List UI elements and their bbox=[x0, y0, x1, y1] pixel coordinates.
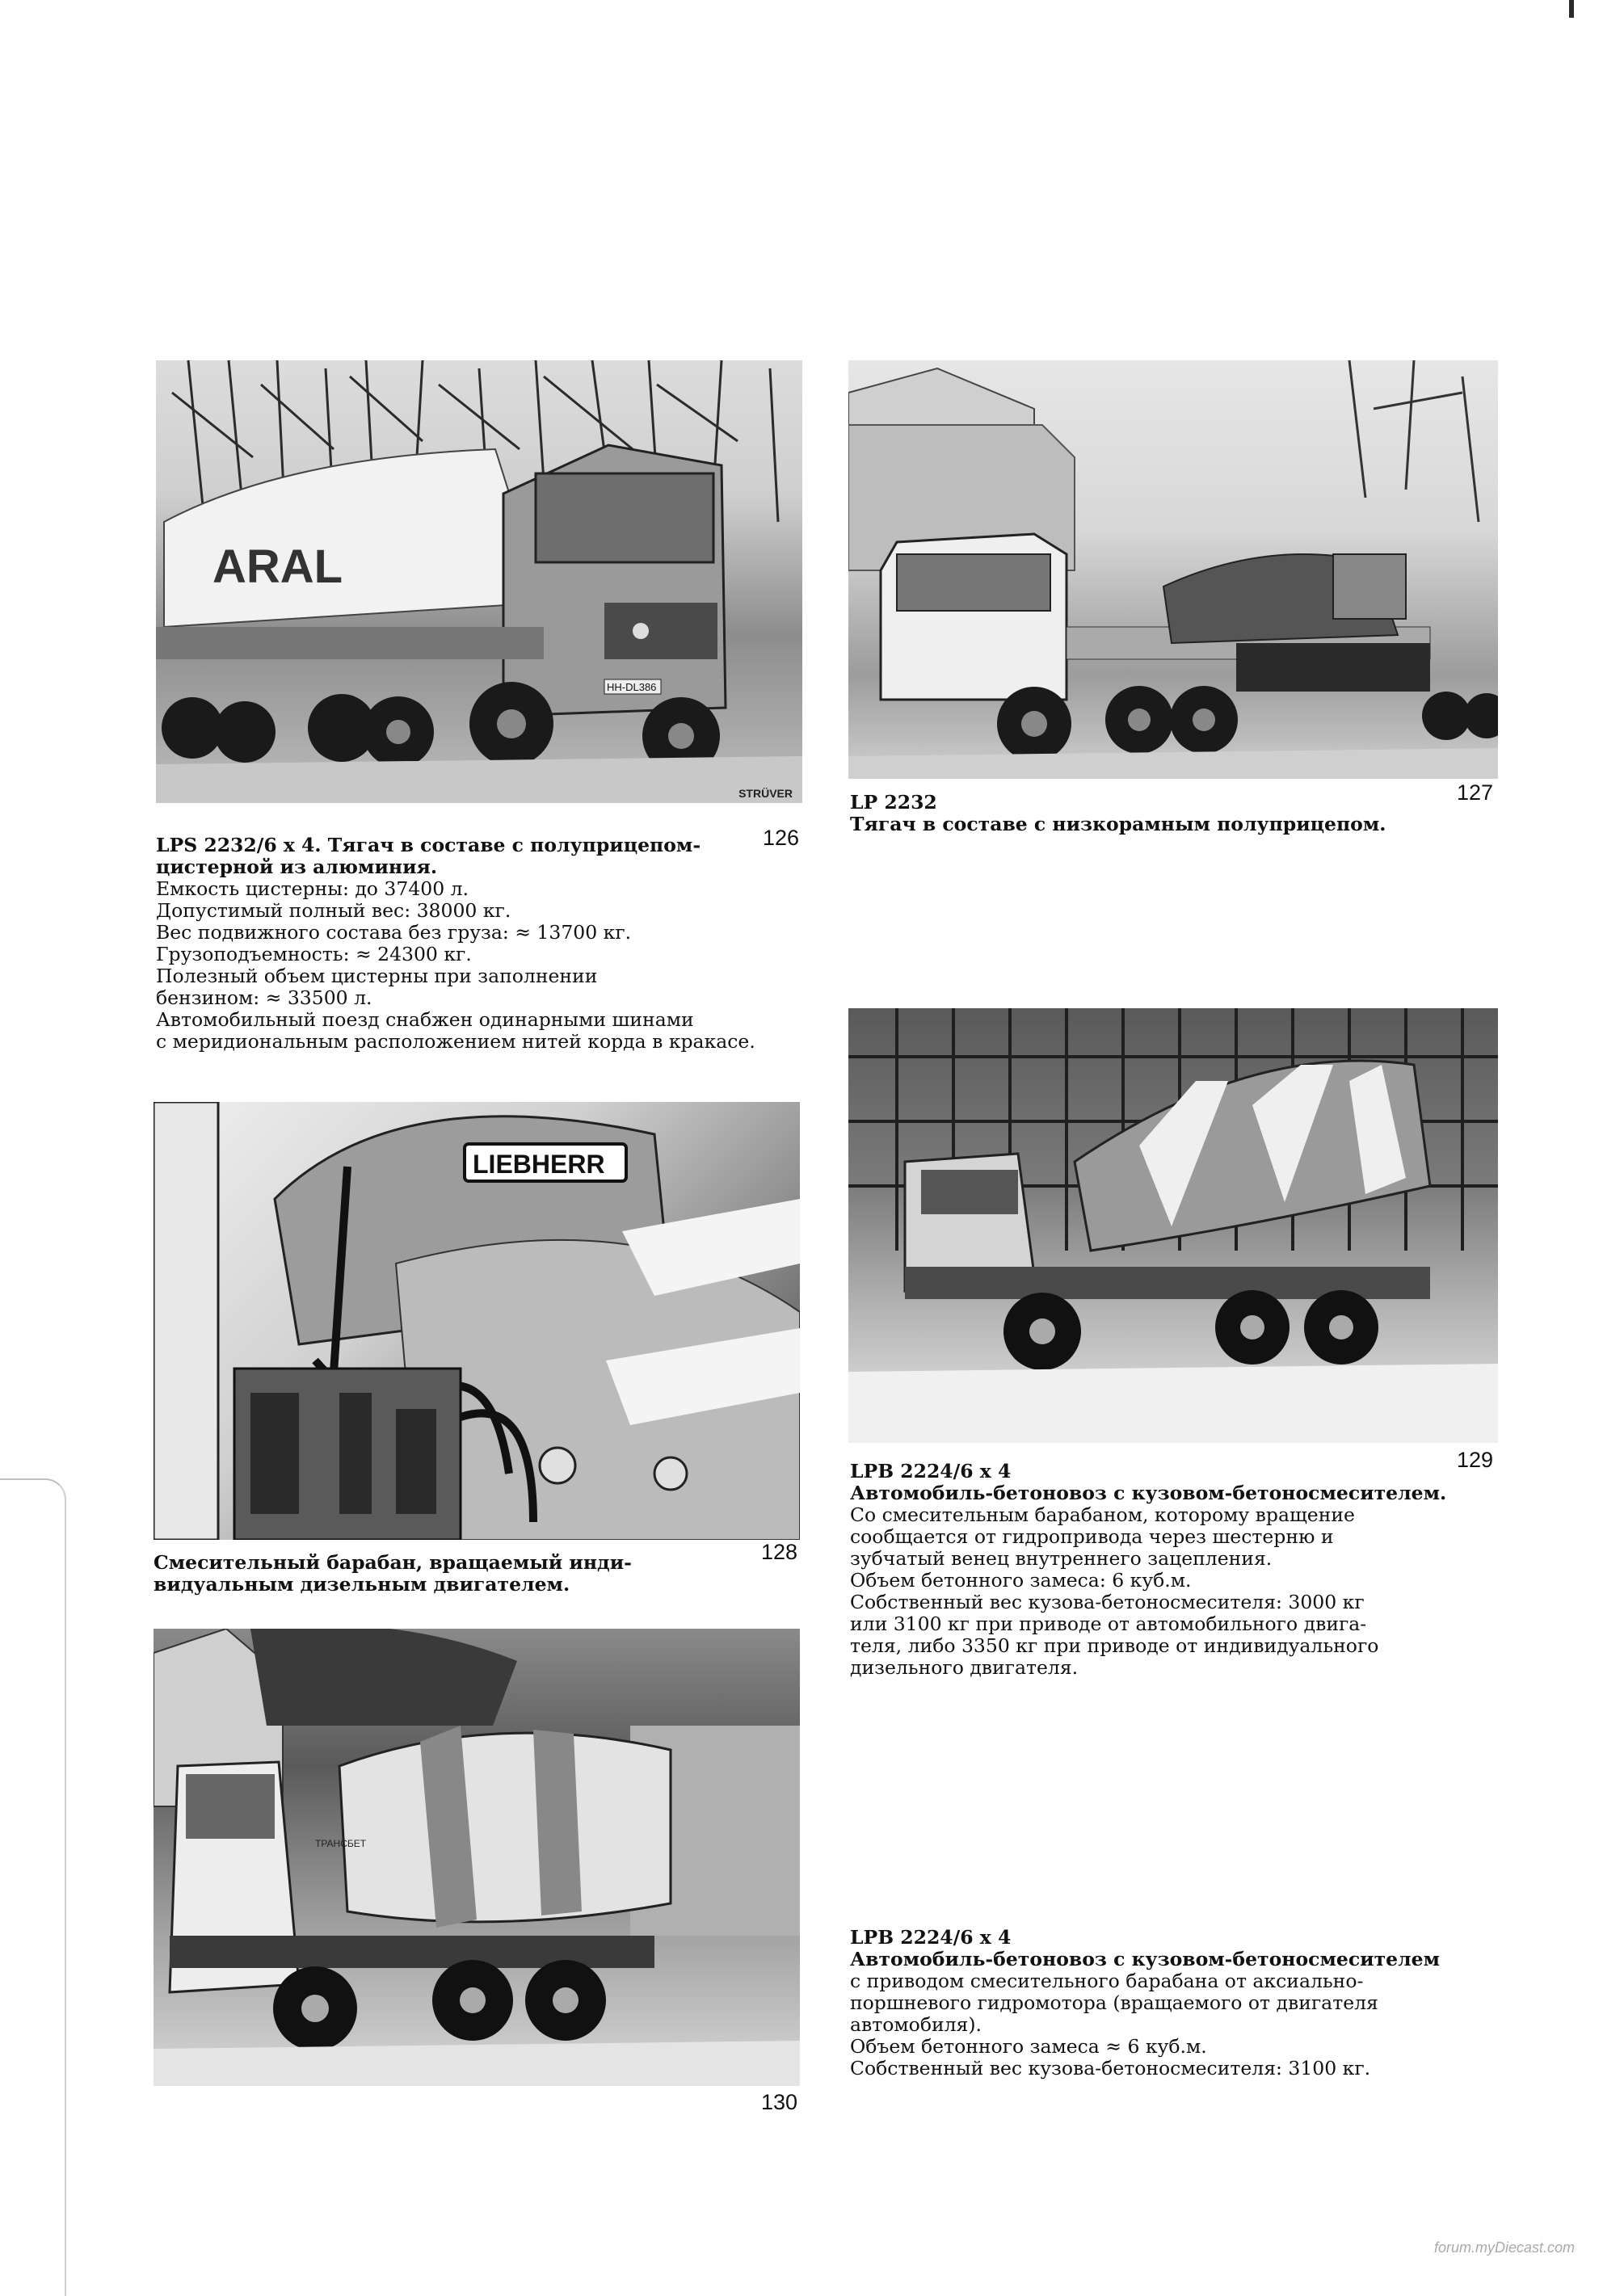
photo-128-illustration bbox=[154, 1102, 800, 1540]
caption-130-line: с приводом смесительного барабана от аксиально- bbox=[850, 1970, 1364, 1992]
door-text: ТРАНСБЕТ bbox=[315, 1838, 367, 1849]
caption-127-title-1: LP 2232 bbox=[850, 791, 937, 814]
figure-number-126: 126 bbox=[763, 826, 800, 850]
binder-edge bbox=[0, 1478, 66, 2296]
caption-128 bbox=[154, 1552, 759, 1596]
caption-130 bbox=[850, 1927, 1496, 2079]
liebherr-brand-text: LIEBHERR bbox=[473, 1150, 605, 1179]
caption-129-line: Собственный вес кузова-бетоносмесителя: 3000 кг bbox=[850, 1591, 1365, 1613]
caption-129-line: дизельного двигателя. bbox=[850, 1656, 1079, 1679]
figure-number-127: 127 bbox=[1457, 780, 1494, 805]
photo-127-lowbed-tractor bbox=[848, 360, 1498, 779]
photo-credit-struver: STRÜVER bbox=[738, 787, 793, 800]
tank-brand-text: ARAL bbox=[212, 540, 343, 593]
caption-129 bbox=[850, 1461, 1496, 1679]
caption-130-title-1: LPB 2224/6 x 4 bbox=[850, 1926, 1012, 1949]
caption-126-line: Грузоподъемность: ≈ 24300 кг. bbox=[156, 943, 472, 965]
photo-127-illustration bbox=[848, 360, 1498, 779]
caption-127-title-2: Тягач в составе с низкорамным полуприцепом. bbox=[850, 813, 1386, 835]
caption-129-line: зубчатый венец внутреннего зацепления. bbox=[850, 1547, 1273, 1570]
caption-126-title-2: цистерной из алюминия. bbox=[156, 856, 438, 878]
caption-130-line: Объем бетонного замеса ≈ 6 куб.м. bbox=[850, 2035, 1207, 2058]
figure-number-129: 129 bbox=[1457, 1448, 1494, 1472]
caption-129-line: теля, либо 3350 кг при приводе от индивидуального bbox=[850, 1634, 1379, 1657]
caption-130-title-2: Автомобиль-бетоновоз с кузовом-бетоносмесителем bbox=[850, 1948, 1441, 1970]
caption-128-title-2: видуальным дизельным двигателем. bbox=[154, 1573, 570, 1596]
caption-127 bbox=[850, 792, 1496, 835]
caption-130-line: Собственный вес кузова-бетоносмесителя: 3100 кг. bbox=[850, 2057, 1371, 2079]
caption-129-title-1: LPB 2224/6 x 4 bbox=[850, 1460, 1012, 1482]
caption-129-line: Объем бетонного замеса: 6 куб.м. bbox=[850, 1569, 1192, 1592]
photo-129-illustration bbox=[848, 1008, 1498, 1443]
caption-126-line: Вес подвижного состава без груза: ≈ 13700 кг. bbox=[156, 921, 632, 944]
watermark: forum.myDiecast.com bbox=[1434, 2239, 1576, 2256]
caption-130-line: автомобиля). bbox=[850, 2013, 982, 2036]
photo-129-concrete-mixer-truck bbox=[848, 1008, 1498, 1443]
caption-129-title-2: Автомобиль-бетоновоз с кузовом-бетоносмесителем. bbox=[850, 1482, 1447, 1504]
photo-126-illustration bbox=[156, 360, 802, 803]
caption-126-line: Емкость цистерны: до 37400 л. bbox=[156, 877, 469, 900]
caption-128-title-1: Смесительный барабан, вращаемый инди- bbox=[154, 1551, 632, 1574]
page-corner-mark bbox=[1569, 0, 1574, 18]
plate-text: HH-DL386 bbox=[607, 681, 657, 693]
figure-number-130: 130 bbox=[761, 2090, 798, 2114]
caption-129-line: Со смесительным барабаном, которому вращение bbox=[850, 1503, 1355, 1526]
photo-128-mixer-drum-engine bbox=[154, 1102, 800, 1540]
caption-126 bbox=[156, 835, 818, 1053]
caption-126-line: Полезный объем цистерны при заполнении bbox=[156, 965, 598, 987]
caption-126-line: бензином: ≈ 33500 л. bbox=[156, 986, 372, 1009]
figure-number-128: 128 bbox=[761, 1540, 798, 1564]
photo-126-tanker-truck bbox=[156, 360, 802, 803]
photo-130-illustration bbox=[154, 1629, 800, 2086]
caption-129-line: сообщается от гидропривода через шестерню и bbox=[850, 1525, 1334, 1548]
caption-129-line: или 3100 кг при приводе от автомобильного двига- bbox=[850, 1613, 1367, 1635]
caption-126-line: Допустимый полный вес: 38000 кг. bbox=[156, 899, 511, 922]
caption-126-line: Автомобильный поезд снабжен одинарными шинами bbox=[156, 1008, 694, 1031]
photo-130-concrete-mixer-truck bbox=[154, 1629, 800, 2086]
caption-130-line: поршневого гидромотора (вращаемого от двигателя bbox=[850, 1991, 1378, 2014]
caption-126-line: с меридиональным расположением нитей корда в кракасе. bbox=[156, 1030, 755, 1053]
caption-126-title-1: LPS 2232/6 x 4. Тягач в составе с полуприцепом- bbox=[156, 834, 701, 856]
